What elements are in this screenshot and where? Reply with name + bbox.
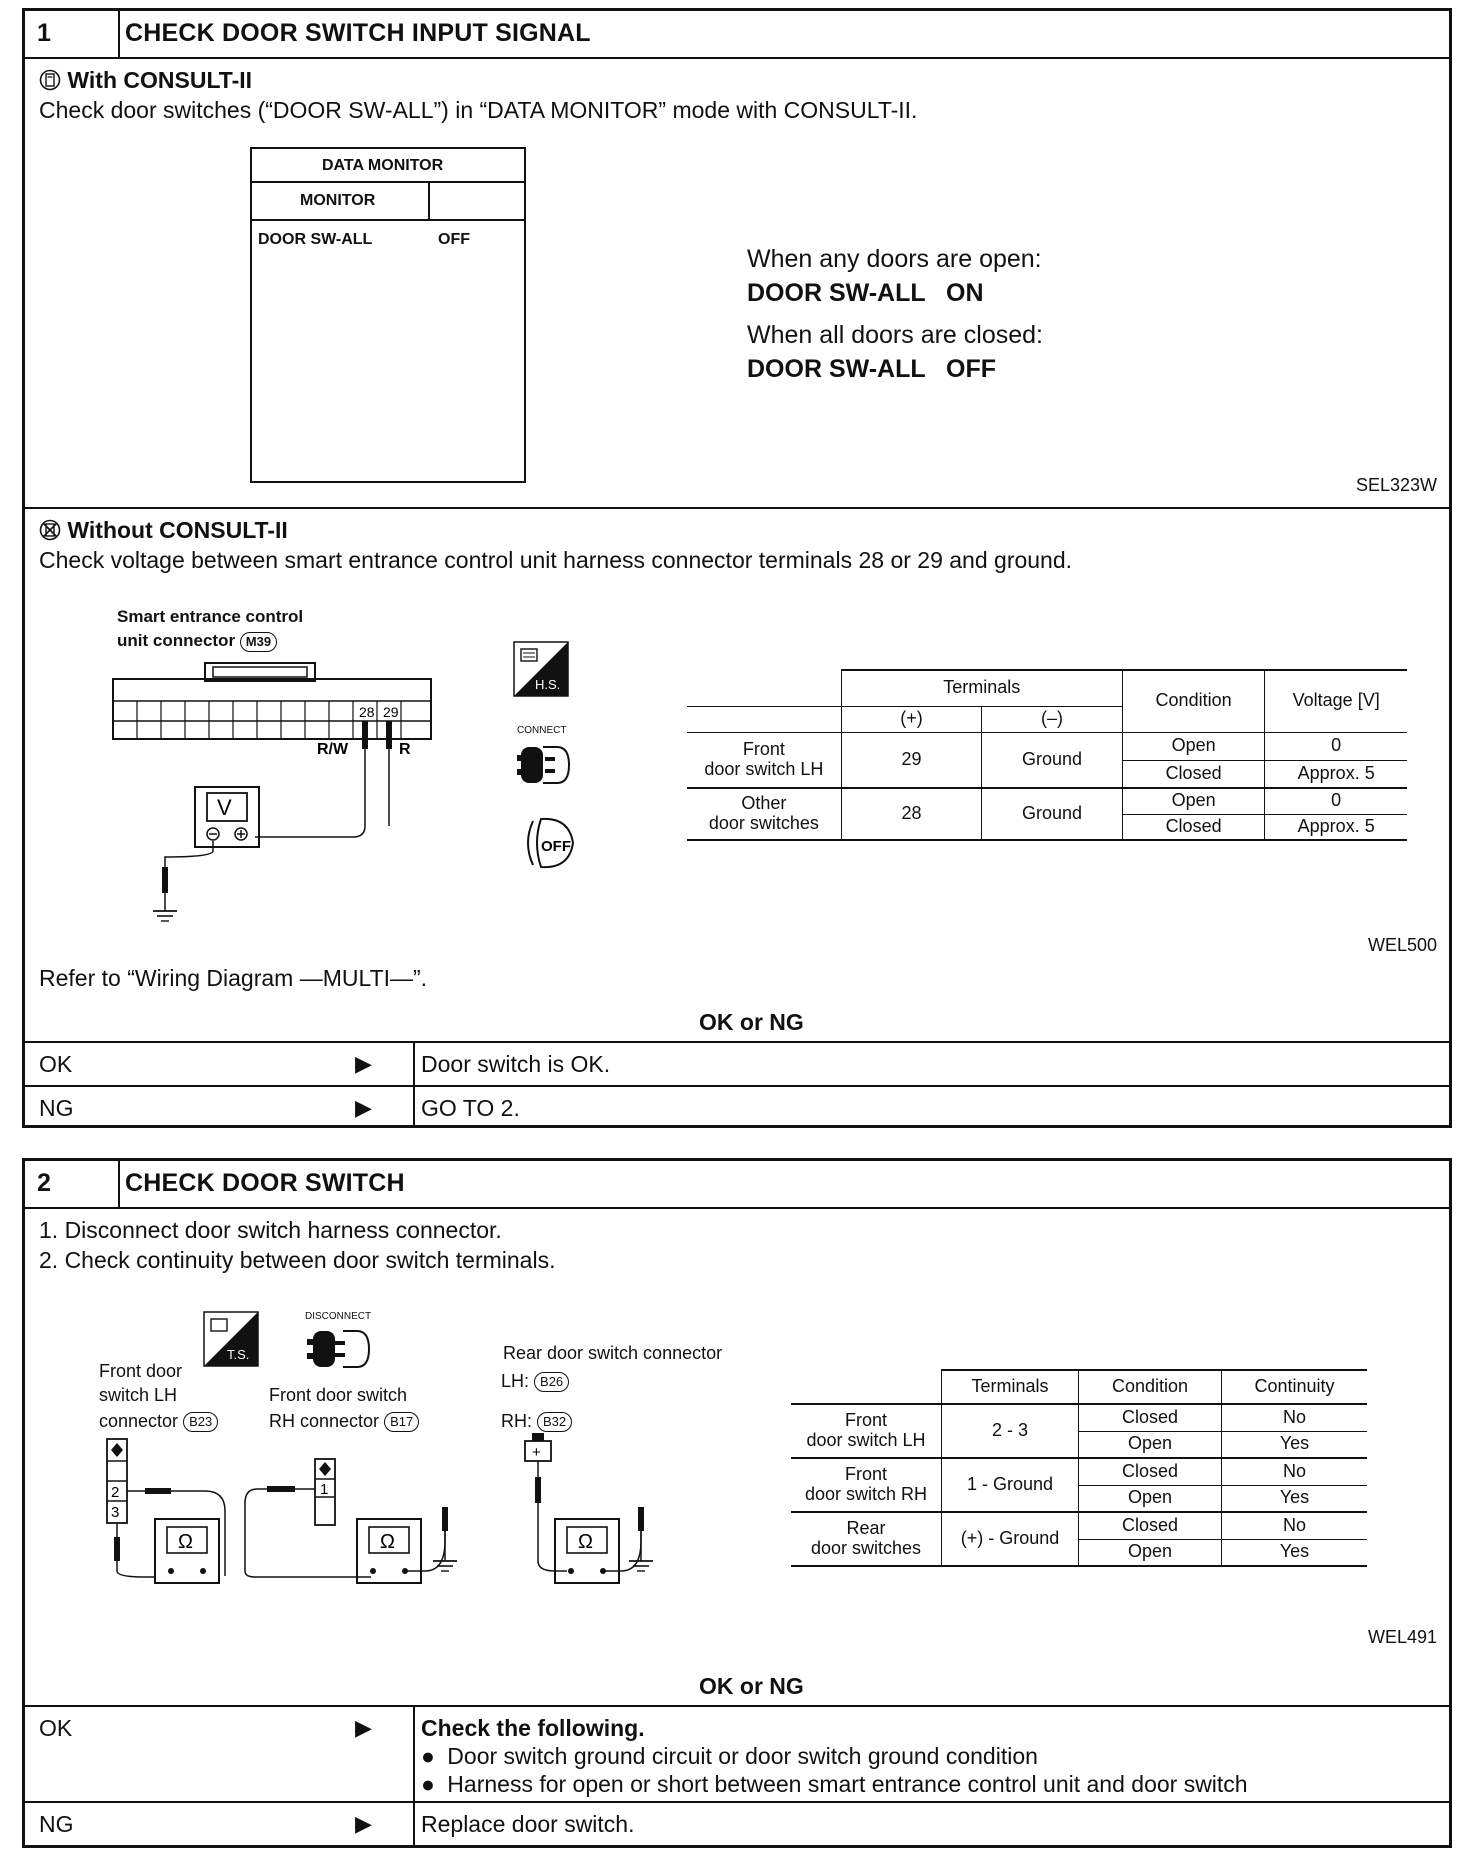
figure-code-sel323w: SEL323W (1355, 475, 1437, 495)
bullet-icon: ● (421, 1743, 435, 1769)
table-row: Closed Approx. 5 (687, 814, 1407, 840)
svg-text:Ω: Ω (380, 1531, 395, 1553)
rear-connector-title: Rear door switch connector (503, 1343, 723, 1363)
th-condition: Condition (1122, 670, 1265, 732)
hs-icon: H.S. (513, 641, 569, 697)
th-minus: (–) (982, 706, 1123, 732)
consult-heading: With CONSULT-II (39, 67, 252, 94)
open-note-label: When any doors are open: (747, 245, 1042, 273)
connector-label-line2: unit connector M39 (117, 631, 277, 652)
th-condition: Condition (1079, 1370, 1222, 1404)
table-row: Closed Approx. 5 (687, 760, 1407, 788)
front-lh-id-badge: B23 (183, 1412, 218, 1432)
open-note-value: DOOR SW-ALL ON (747, 279, 984, 307)
continuity-table (791, 1369, 1367, 1567)
step-number: 2 (37, 1169, 51, 1197)
bullet-icon: ● (421, 1771, 435, 1797)
step-title: CHECK DOOR SWITCH INPUT SIGNAL (125, 19, 591, 47)
table-row: Open Yes (791, 1539, 1367, 1566)
ok-item-2: ● Harness for open or short between smart entrance control unit and door switch (421, 1771, 1248, 1797)
ng-result: Replace door switch. (421, 1811, 635, 1837)
closed-note-label: When all doors are closed: (747, 321, 1043, 349)
consult-instruction: Check door switches (“DOOR SW-ALL”) in “DATA MONITOR” mode with CONSULT-II. (39, 97, 918, 123)
step-number: 1 (37, 19, 51, 47)
table-row: Open Yes (791, 1485, 1367, 1512)
wire-rw-label: R/W (317, 741, 349, 758)
th-terminals: Terminals (942, 1370, 1079, 1404)
ignition-off-icon (519, 813, 579, 873)
no-consult-heading: Without CONSULT-II (39, 517, 288, 544)
th-terminals: Terminals (841, 670, 1122, 706)
connector-id-badge: M39 (240, 632, 277, 652)
connect-label: CONNECT (517, 725, 567, 736)
table-row: Front door switch RH 1 - Ground Closed No (791, 1458, 1367, 1485)
connector-label-line1: Smart entrance control (117, 607, 304, 626)
step-title: CHECK DOOR SWITCH (125, 1169, 405, 1197)
svg-text:Ω: Ω (178, 1531, 193, 1553)
rear-rh-id-badge: B32 (537, 1412, 572, 1432)
disconnect-label: DISCONNECT (305, 1311, 372, 1322)
step-2-box (22, 1158, 1452, 1848)
ok-label: OK (39, 1051, 73, 1077)
data-monitor-screen (250, 147, 526, 483)
monitor-value: OFF (438, 231, 470, 248)
closed-note-value: DOOR SW-ALL OFF (747, 355, 997, 383)
ok-result: Door switch is OK. (421, 1051, 611, 1077)
plus-terminal-label: + (532, 1444, 541, 1461)
ok-heading: Check the following. (421, 1715, 645, 1741)
instruction-2: 2. Check continuity between door switch terminals. (39, 1247, 556, 1273)
table-row: Open Yes (791, 1431, 1367, 1458)
pin-28-label: 28 (359, 704, 375, 720)
monitor-col-header: MONITOR (300, 192, 376, 209)
refer-text: Refer to “Wiring Diagram —MULTI—”. (39, 965, 428, 991)
table-row: Other door switches 28 Ground Open 0 (687, 788, 1407, 814)
ng-label: NG (39, 1095, 74, 1121)
voltage-check-diagram (105, 661, 465, 931)
ng-arrow-icon: ▶ (355, 1811, 372, 1836)
th-voltage: Voltage [V] (1265, 670, 1407, 732)
ok-ng-label: OK or NG (699, 1673, 804, 1699)
pin-1-label: 1 (320, 1481, 329, 1498)
voltage-table (687, 669, 1407, 841)
connect-icon (517, 741, 577, 789)
continuity-check-diagram (95, 1431, 715, 1591)
figure-code-wel491: WEL491 (1367, 1627, 1437, 1647)
meter-v-label: V (217, 795, 232, 820)
disconnect-icon (307, 1325, 377, 1373)
no-consult-icon (39, 519, 61, 541)
svg-text:OFF: OFF (541, 838, 571, 855)
step-2-header (25, 1161, 1449, 1209)
front-rh-label-1: Front door switch (269, 1385, 408, 1405)
pin-29-label: 29 (383, 704, 399, 720)
no-consult-instruction: Check voltage between smart entrance control unit harness connector terminals 28 or 29 and ground. (39, 547, 1073, 573)
th-continuity: Continuity (1222, 1370, 1368, 1404)
ng-label: NG (39, 1811, 74, 1837)
ng-result: GO TO 2. (421, 1095, 520, 1121)
consult-icon (39, 69, 61, 91)
ok-item-1: ● Door switch ground circuit or door switch ground condition (421, 1743, 1038, 1769)
rear-rh-label: RH: B32 (501, 1411, 572, 1432)
table-row: Front door switch LH 2 - 3 Closed No (791, 1404, 1367, 1431)
wire-r-label: R (399, 741, 411, 758)
ok-arrow-icon: ▶ (355, 1715, 372, 1740)
figure-code-wel500: WEL500 (1367, 935, 1437, 955)
step-1-box (22, 8, 1452, 1128)
instruction-1: 1. Disconnect door switch harness connector. (39, 1217, 502, 1243)
ts-icon: T.S. (203, 1311, 259, 1367)
front-lh-label-1: Front door (99, 1361, 183, 1381)
svg-text:Ω: Ω (578, 1531, 593, 1553)
front-rh-label-2: RH connector B17 (269, 1411, 419, 1432)
table-row: Rear door switches (+) - Ground Closed No (791, 1512, 1367, 1539)
rear-lh-id-badge: B26 (534, 1372, 569, 1392)
front-lh-label-3: connector B23 (99, 1411, 218, 1432)
front-rh-id-badge: B17 (384, 1412, 419, 1432)
ok-label: OK (39, 1715, 73, 1741)
front-lh-label-2: switch LH (99, 1385, 178, 1405)
step-1-header (25, 11, 1449, 59)
monitor-item: DOOR SW-ALL (258, 231, 373, 248)
ok-ng-label: OK or NG (699, 1009, 804, 1035)
monitor-title: DATA MONITOR (322, 157, 444, 174)
th-plus: (+) (841, 706, 982, 732)
rear-lh-label: LH: B26 (501, 1371, 569, 1392)
ng-arrow-icon: ▶ (355, 1095, 372, 1120)
table-row: Front door switch LH 29 Ground Open 0 (687, 732, 1407, 760)
ok-arrow-icon: ▶ (355, 1051, 372, 1076)
pin-2-label: 2 (111, 1484, 120, 1501)
pin-3-label: 3 (111, 1504, 120, 1521)
